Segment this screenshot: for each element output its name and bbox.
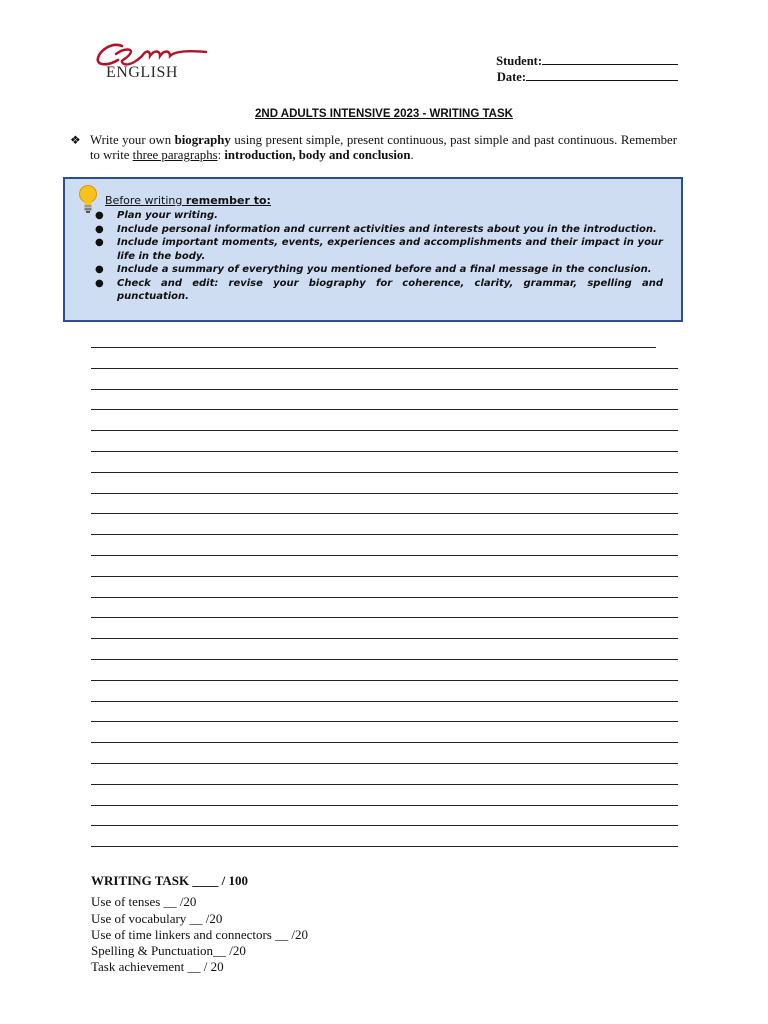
instruction bbox=[70, 133, 677, 163]
writing-line[interactable] bbox=[91, 390, 678, 411]
writing-line[interactable] bbox=[91, 431, 678, 452]
reminder-heading-bold: remember to: bbox=[185, 194, 271, 207]
bullet-icon: ● bbox=[95, 210, 104, 221]
reminder-item-text: Include personal information and current activities and interests about you in the introduction. bbox=[117, 223, 657, 235]
writing-line[interactable] bbox=[91, 722, 678, 743]
diamond-bullet-icon: ❖ bbox=[70, 133, 81, 147]
bullet-icon: ● bbox=[95, 277, 104, 289]
reminder-box bbox=[63, 177, 683, 322]
writing-lines[interactable] bbox=[91, 346, 678, 847]
score-breakdown bbox=[91, 873, 308, 976]
bullet-icon: ● bbox=[95, 264, 104, 275]
bullet-icon: ● bbox=[95, 237, 104, 248]
instruction-text-4: . bbox=[410, 148, 414, 162]
reminder-item bbox=[93, 223, 663, 237]
reminder-item-text: Plan your writing. bbox=[117, 210, 218, 221]
reminder-item bbox=[93, 277, 663, 304]
writing-line[interactable] bbox=[91, 826, 678, 847]
writing-line[interactable] bbox=[91, 410, 678, 431]
score-item: Use of tenses __ /20 bbox=[91, 894, 197, 910]
writing-line[interactable] bbox=[91, 494, 678, 515]
writing-line[interactable] bbox=[91, 577, 678, 598]
score-item: Spelling & Punctuation__ /20 bbox=[91, 943, 246, 959]
writing-line[interactable] bbox=[91, 639, 678, 660]
student-meta bbox=[496, 53, 678, 85]
instruction-underlined: three paragraphs bbox=[132, 148, 218, 162]
reminder-item bbox=[93, 236, 663, 263]
score-item: Task achievement __ / 20 bbox=[91, 959, 224, 975]
score-item: Use of time linkers and connectors __ /20 bbox=[91, 926, 308, 942]
reminder-item bbox=[93, 263, 663, 277]
student-row bbox=[496, 53, 678, 69]
writing-line[interactable] bbox=[91, 806, 678, 827]
writing-line[interactable] bbox=[91, 743, 678, 764]
writing-line[interactable] bbox=[91, 556, 678, 577]
instruction-bold-1: biography bbox=[174, 133, 231, 147]
score-heading: WRITING TASK ____ / 100 bbox=[91, 873, 248, 888]
reminder-list bbox=[93, 209, 663, 304]
date-field[interactable] bbox=[526, 69, 678, 81]
page-title: 2ND ADULTS INTENSIVE 2023 - WRITING TASK bbox=[255, 108, 513, 120]
writing-line[interactable] bbox=[91, 514, 678, 535]
logo-text: ENGLISH bbox=[106, 64, 178, 81]
date-label: Date: bbox=[496, 70, 526, 84]
instruction-text-3: : bbox=[217, 148, 225, 162]
student-field[interactable] bbox=[542, 53, 678, 65]
writing-line[interactable] bbox=[91, 598, 678, 619]
reminder-item-text: Include a summary of everything you mentioned before and a final message in the conclusion. bbox=[117, 264, 652, 275]
writing-line[interactable] bbox=[91, 785, 678, 806]
bullet-icon: ● bbox=[95, 223, 104, 235]
student-label: Student: bbox=[496, 54, 542, 68]
reminder-heading-plain: Before writing bbox=[105, 194, 186, 207]
date-row bbox=[496, 69, 678, 85]
writing-line[interactable] bbox=[91, 618, 678, 639]
writing-line[interactable] bbox=[91, 473, 678, 494]
instruction-text-2: using present simple, present continuous, past simple and past continuous. Remember to write bbox=[90, 133, 677, 162]
writing-line[interactable] bbox=[91, 681, 678, 702]
reminder-heading bbox=[105, 194, 271, 207]
writing-line[interactable] bbox=[91, 452, 678, 473]
reminder-item bbox=[93, 209, 663, 223]
writing-line[interactable] bbox=[91, 535, 678, 556]
writing-line[interactable] bbox=[91, 660, 678, 681]
reminder-item-text: Include important moments, events, experiences and accomplishments and their impact in your life in the body. bbox=[117, 237, 663, 262]
instruction-bold-2: introduction, body and conclusion bbox=[224, 148, 411, 162]
writing-line[interactable] bbox=[91, 764, 678, 785]
writing-line[interactable] bbox=[91, 369, 678, 390]
reminder-item-text: Check and edit: revise your biography for coherence, clarity, grammar, spelling and punctuation. bbox=[117, 277, 663, 302]
score-item: Use of vocabulary __ /20 bbox=[91, 910, 223, 926]
instruction-text-1: Write your own bbox=[90, 133, 175, 147]
writing-line[interactable] bbox=[91, 348, 678, 369]
writing-line[interactable] bbox=[91, 702, 678, 723]
